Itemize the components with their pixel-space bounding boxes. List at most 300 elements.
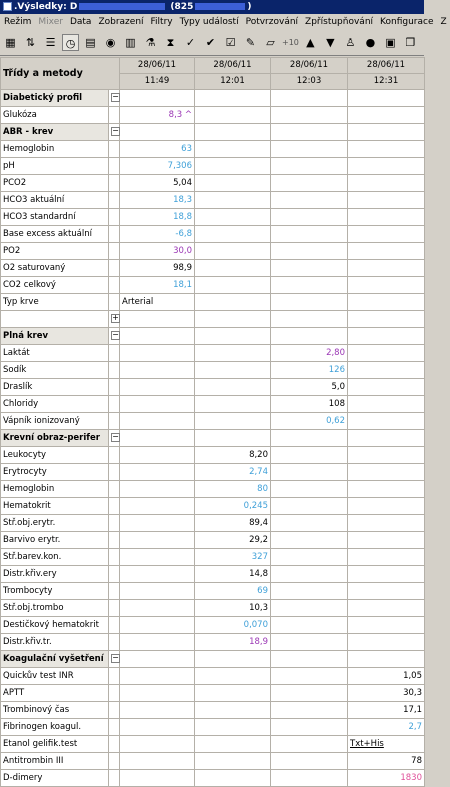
value-cell[interactable]: [271, 634, 348, 651]
value-cell[interactable]: [348, 566, 425, 583]
value-cell[interactable]: [271, 192, 348, 209]
value-cell[interactable]: [120, 702, 195, 719]
method-label[interactable]: Hemoglobin: [1, 481, 109, 498]
method-label[interactable]: Base excess aktuální: [1, 226, 109, 243]
value-cell[interactable]: [271, 141, 348, 158]
value-cell[interactable]: [271, 447, 348, 464]
value-cell[interactable]: [348, 294, 425, 311]
value-cell[interactable]: [195, 770, 271, 787]
value-cell[interactable]: [120, 566, 195, 583]
value-cell[interactable]: [271, 158, 348, 175]
value-cell[interactable]: Txt+His: [348, 736, 425, 753]
empty-label-cell: [1, 311, 109, 328]
value-cell[interactable]: [348, 379, 425, 396]
value-cell[interactable]: [271, 209, 348, 226]
collapse-icon[interactable]: −: [112, 652, 119, 662]
value-cell[interactable]: 8,20: [195, 447, 271, 464]
value-cell[interactable]: [271, 107, 348, 124]
result-row-draslik: [1, 379, 425, 396]
collapse-icon[interactable]: −: [112, 329, 119, 339]
value-cell[interactable]: [348, 617, 425, 634]
method-label[interactable]: Hemoglobin: [1, 141, 109, 158]
result-row-fibrinogen-koagul: [1, 719, 425, 736]
collapse-icon[interactable]: −: [112, 125, 119, 135]
value-cell[interactable]: [348, 498, 425, 515]
spacer-cell: [109, 753, 120, 770]
value-cell[interactable]: 98,9: [120, 260, 195, 277]
spacer-cell: [109, 175, 120, 192]
method-label[interactable]: Typ krve: [1, 294, 109, 311]
method-label[interactable]: Etanol gelifik.test: [1, 736, 109, 753]
group-cell: [120, 430, 195, 447]
menu-item[interactable]: Filtry: [150, 17, 173, 27]
result-row-str-obj-erytr: [1, 515, 425, 532]
method-label[interactable]: Trombinový čas: [1, 702, 109, 719]
collapse-toggle[interactable]: [109, 430, 120, 447]
value-cell[interactable]: [120, 736, 195, 753]
spacer-cell: [109, 770, 120, 787]
value-cell[interactable]: [195, 702, 271, 719]
pencil-icon[interactable]: ✎: [245, 36, 256, 49]
column-date-1[interactable]: 28/06/11: [120, 58, 195, 74]
value-cell[interactable]: [195, 209, 271, 226]
value-cell[interactable]: [271, 668, 348, 685]
method-label[interactable]: Stř.obj.erytr.: [1, 515, 109, 532]
hourglass-icon[interactable]: ⧗: [166, 36, 175, 49]
value-cell[interactable]: [120, 396, 195, 413]
spacer-cell: [109, 668, 120, 685]
result-row-d-dimery: [1, 770, 425, 787]
method-label[interactable]: Leukocyty: [1, 447, 109, 464]
value-cell[interactable]: 126: [271, 362, 348, 379]
spacer-cell: [109, 634, 120, 651]
value-cell[interactable]: [120, 668, 195, 685]
result-row-hco3-standardni: [1, 209, 425, 226]
method-label[interactable]: Hematokrit: [1, 498, 109, 515]
value-cell[interactable]: [271, 294, 348, 311]
value-cell[interactable]: [271, 515, 348, 532]
filter-icon[interactable]: ☰: [45, 36, 56, 49]
value-cell[interactable]: 78: [348, 753, 425, 770]
value-cell[interactable]: [195, 413, 271, 430]
method-label[interactable]: HCO3 aktuální: [1, 192, 109, 209]
menu-item[interactable]: Zpřístupňování: [305, 17, 374, 27]
value-cell[interactable]: [120, 583, 195, 600]
value-cell[interactable]: [348, 158, 425, 175]
value-cell[interactable]: [120, 532, 195, 549]
method-label[interactable]: PCO2: [1, 175, 109, 192]
value-cell[interactable]: 14,8: [195, 566, 271, 583]
value-cell[interactable]: [348, 634, 425, 651]
result-row-distr-kriv-tr: [1, 634, 425, 651]
collapse-icon[interactable]: −: [112, 431, 119, 441]
value-cell[interactable]: 0,245: [195, 498, 271, 515]
value-cell[interactable]: [195, 226, 271, 243]
group-cell: [348, 90, 425, 107]
value-cell[interactable]: [195, 260, 271, 277]
value-cell[interactable]: 17,1: [348, 702, 425, 719]
flask-icon[interactable]: ⚗: [145, 36, 156, 49]
value-cell[interactable]: 2,7: [348, 719, 425, 736]
value-cell[interactable]: [271, 532, 348, 549]
record-icon[interactable]: ●: [365, 36, 376, 49]
column-time-4[interactable]: 12:31: [348, 74, 425, 90]
column-date-4[interactable]: 28/06/11: [348, 58, 425, 74]
result-row-sodik: [1, 362, 425, 379]
result-row-hemoglobin: [1, 141, 425, 158]
value-cell[interactable]: 80: [195, 481, 271, 498]
method-label[interactable]: Distr.křiv.ery: [1, 566, 109, 583]
method-label[interactable]: Quickův test INR: [1, 668, 109, 685]
value-cell[interactable]: [271, 617, 348, 634]
value-cell[interactable]: [348, 583, 425, 600]
value-cell[interactable]: [120, 719, 195, 736]
value-cell[interactable]: [348, 243, 425, 260]
value-cell[interactable]: [120, 447, 195, 464]
check-flag-icon[interactable]: ✓: [185, 36, 196, 49]
value-cell[interactable]: [271, 753, 348, 770]
arrow-up-icon[interactable]: ▲: [306, 36, 315, 49]
value-cell[interactable]: 0,62: [271, 413, 348, 430]
value-cell[interactable]: [120, 379, 195, 396]
result-row-base-excess-aktualni: [1, 226, 425, 243]
value-cell[interactable]: [195, 685, 271, 702]
value-cell[interactable]: [120, 753, 195, 770]
spacer-cell: [109, 277, 120, 294]
menu-item[interactable]: Z: [440, 17, 447, 27]
spacer-cell: [109, 260, 120, 277]
document-icon[interactable]: ▤: [85, 36, 96, 49]
redacted-patient-id: [195, 3, 245, 10]
value-cell[interactable]: 29,2: [195, 532, 271, 549]
value-cell[interactable]: [348, 141, 425, 158]
value-cell[interactable]: [120, 685, 195, 702]
menu-item[interactable]: Zobrazení: [98, 17, 144, 27]
value-cell[interactable]: [348, 192, 425, 209]
group-cell: [120, 124, 195, 141]
spacer-cell: [109, 379, 120, 396]
title-bar: [0, 0, 424, 14]
result-row-glukoza: [1, 107, 425, 124]
method-label[interactable]: pH: [1, 158, 109, 175]
group-cell: [195, 651, 271, 668]
value-cell[interactable]: [271, 770, 348, 787]
value-cell[interactable]: [348, 209, 425, 226]
value-cell[interactable]: [348, 481, 425, 498]
result-row-antitrombin-iii: [1, 753, 425, 770]
method-label[interactable]: Chloridy: [1, 396, 109, 413]
value-cell[interactable]: 327: [195, 549, 271, 566]
value-cell[interactable]: [195, 345, 271, 362]
value-cell[interactable]: 30,0: [120, 243, 195, 260]
value-cell[interactable]: 1830: [348, 770, 425, 787]
result-row-trombinovy-cas: [1, 702, 425, 719]
spacer-cell: [109, 141, 120, 158]
value-cell[interactable]: 69: [195, 583, 271, 600]
value-cell[interactable]: [195, 379, 271, 396]
menu-item[interactable]: Data: [69, 17, 92, 27]
menu-item[interactable]: Konfigurace: [380, 17, 434, 27]
method-label[interactable]: CO2 celkový: [1, 277, 109, 294]
result-row-str-obj-trombo: [1, 600, 425, 617]
classes-methods-header[interactable]: Třídy a metody: [1, 58, 120, 90]
calendar-icon[interactable]: ▣: [385, 36, 396, 49]
spacer-cell: [109, 481, 120, 498]
value-cell[interactable]: [120, 549, 195, 566]
spacer-cell: [109, 345, 120, 362]
method-label[interactable]: Destičkový hematokrit: [1, 617, 109, 634]
group-cell: [271, 651, 348, 668]
value-cell[interactable]: [271, 226, 348, 243]
method-label[interactable]: Erytrocyty: [1, 464, 109, 481]
value-cell[interactable]: [120, 617, 195, 634]
value-cell[interactable]: [120, 481, 195, 498]
method-label[interactable]: Fibrinogen koagul.: [1, 719, 109, 736]
value-cell[interactable]: [271, 243, 348, 260]
value-cell[interactable]: [195, 396, 271, 413]
grid-icon[interactable]: ▦: [5, 36, 16, 49]
column-time-1[interactable]: 11:49: [120, 74, 195, 90]
method-label[interactable]: Glukóza: [1, 107, 109, 124]
value-cell[interactable]: [348, 464, 425, 481]
column-date-2[interactable]: 28/06/11: [195, 58, 271, 74]
value-cell[interactable]: [271, 464, 348, 481]
value-cell[interactable]: [348, 600, 425, 617]
person-icon[interactable]: ♙: [345, 36, 356, 49]
spacer-cell: [109, 583, 120, 600]
spacer-cell: [109, 447, 120, 464]
expand-toggle[interactable]: [109, 311, 120, 328]
value-cell[interactable]: [120, 413, 195, 430]
spacer-cell: [109, 413, 120, 430]
value-cell[interactable]: [348, 362, 425, 379]
value-cell[interactable]: [348, 413, 425, 430]
value-cell[interactable]: [271, 719, 348, 736]
collapse-toggle[interactable]: [109, 651, 120, 668]
method-label[interactable]: Barvivo erytr.: [1, 532, 109, 549]
value-cell[interactable]: [195, 158, 271, 175]
collapse-icon[interactable]: −: [112, 91, 119, 101]
value-cell[interactable]: [271, 685, 348, 702]
value-cell[interactable]: [195, 107, 271, 124]
window-title-end: ): [247, 2, 252, 12]
collapse-toggle[interactable]: [109, 124, 120, 141]
value-cell[interactable]: Arterial: [120, 294, 195, 311]
collapse-toggle[interactable]: [109, 90, 120, 107]
value-cell[interactable]: -6,8: [120, 226, 195, 243]
chart-icon[interactable]: ▥: [125, 36, 136, 49]
value-cell[interactable]: [120, 498, 195, 515]
value-cell[interactable]: [271, 600, 348, 617]
redacted-patient-name: [79, 3, 165, 10]
value-cell[interactable]: 18,9: [195, 634, 271, 651]
method-label[interactable]: PO2: [1, 243, 109, 260]
group-row-krevni-obraz-perifer: [1, 430, 425, 447]
value-cell[interactable]: [195, 175, 271, 192]
result-row-chloridy: [1, 396, 425, 413]
value-cell[interactable]: [120, 600, 195, 617]
value-cell[interactable]: [195, 362, 271, 379]
value-cell[interactable]: [271, 583, 348, 600]
value-cell[interactable]: [348, 532, 425, 549]
value-cell[interactable]: [271, 277, 348, 294]
value-cell[interactable]: [348, 549, 425, 566]
window-icon[interactable]: ❐: [405, 36, 416, 49]
column-time-3[interactable]: 12:03: [271, 74, 348, 90]
info-icon[interactable]: ◉: [105, 36, 116, 49]
value-cell[interactable]: 18,3: [120, 192, 195, 209]
spacer-cell: [109, 158, 120, 175]
spacer-cell: [109, 532, 120, 549]
value-cell[interactable]: [348, 515, 425, 532]
expand-icon[interactable]: +: [112, 312, 119, 322]
result-row-pco2: [1, 175, 425, 192]
spacer-cell: [109, 600, 120, 617]
value-cell[interactable]: 18,8: [120, 209, 195, 226]
spacer-cell: [109, 294, 120, 311]
clock-icon[interactable]: ◷: [62, 34, 79, 51]
value-cell[interactable]: [120, 362, 195, 379]
value-cell[interactable]: [195, 141, 271, 158]
menu-item[interactable]: Mixer: [38, 17, 63, 27]
value-cell[interactable]: [271, 549, 348, 566]
step-plus-ten-button[interactable]: +10: [282, 38, 299, 47]
menu-item[interactable]: Potvrzování: [245, 17, 299, 27]
results-grid: [0, 57, 424, 787]
value-cell[interactable]: [195, 668, 271, 685]
method-label[interactable]: Laktát: [1, 345, 109, 362]
menu-item[interactable]: Režim: [4, 17, 32, 27]
value-cell[interactable]: 5,0: [271, 379, 348, 396]
value-cell[interactable]: [348, 175, 425, 192]
value-cell[interactable]: 1,05: [348, 668, 425, 685]
value-cell[interactable]: 8,3 ^: [120, 107, 195, 124]
value-cell[interactable]: [271, 175, 348, 192]
value-cell[interactable]: [348, 447, 425, 464]
value-cell[interactable]: [271, 498, 348, 515]
value-cell[interactable]: 89,4: [195, 515, 271, 532]
value-cell[interactable]: [348, 226, 425, 243]
value-cell[interactable]: 5,04: [120, 175, 195, 192]
group-cell: [348, 328, 425, 345]
value-cell[interactable]: [195, 719, 271, 736]
spacer-cell: [109, 549, 120, 566]
group-label: ABR - krev: [1, 124, 109, 141]
column-date-3[interactable]: 28/06/11: [271, 58, 348, 74]
method-label[interactable]: Stř.obj.trombo: [1, 600, 109, 617]
group-cell: [348, 430, 425, 447]
value-cell[interactable]: [195, 294, 271, 311]
result-row-o2-saturovany: [1, 260, 425, 277]
method-label[interactable]: HCO3 standardní: [1, 209, 109, 226]
spacer-cell: [109, 464, 120, 481]
result-row-laktat: [1, 345, 425, 362]
group-label: Koagulační vyšetření: [1, 651, 109, 668]
value-cell[interactable]: [120, 634, 195, 651]
value-cell[interactable]: [120, 345, 195, 362]
method-label[interactable]: Sodík: [1, 362, 109, 379]
value-cell[interactable]: [348, 277, 425, 294]
value-cell[interactable]: [195, 192, 271, 209]
method-label[interactable]: Trombocyty: [1, 583, 109, 600]
collapse-toggle[interactable]: [109, 328, 120, 345]
value-cell[interactable]: [195, 243, 271, 260]
menu-bar: [0, 14, 447, 30]
spacer-cell: [109, 685, 120, 702]
value-cell[interactable]: 2,74: [195, 464, 271, 481]
method-label[interactable]: APTT: [1, 685, 109, 702]
method-label[interactable]: Distr.křiv.tr.: [1, 634, 109, 651]
result-row-barvivo-erytr: [1, 532, 425, 549]
result-row-hco3-aktualni: [1, 192, 425, 209]
value-cell[interactable]: [348, 260, 425, 277]
value-cell[interactable]: [271, 736, 348, 753]
value-cell[interactable]: 0,070: [195, 617, 271, 634]
column-time-2[interactable]: 12:01: [195, 74, 271, 90]
check-box-icon[interactable]: ☑: [225, 36, 236, 49]
value-cell[interactable]: [271, 566, 348, 583]
value-cell[interactable]: 2,80: [271, 345, 348, 362]
value-cell[interactable]: [120, 464, 195, 481]
eraser-icon[interactable]: ▱: [266, 36, 275, 49]
value-cell[interactable]: [195, 277, 271, 294]
value-cell[interactable]: 30,3: [348, 685, 425, 702]
value-cell[interactable]: [271, 702, 348, 719]
arrow-down-icon[interactable]: ▼: [326, 36, 335, 49]
value-cell[interactable]: [120, 770, 195, 787]
spacer-cell: [109, 702, 120, 719]
check-mark-icon[interactable]: ✔: [205, 36, 216, 49]
value-cell[interactable]: [195, 736, 271, 753]
method-label[interactable]: D-dimery: [1, 770, 109, 787]
value-cell[interactable]: [271, 260, 348, 277]
value-cell[interactable]: [271, 481, 348, 498]
method-label[interactable]: Vápník ionizovaný: [1, 413, 109, 430]
group-label: Krevní obraz-perifer: [1, 430, 109, 447]
result-row-quickuv-test-inr: [1, 668, 425, 685]
method-label[interactable]: Antitrombin III: [1, 753, 109, 770]
value-cell[interactable]: 10,3: [195, 600, 271, 617]
result-row-hemoglobin: [1, 481, 425, 498]
empty-cell: [120, 311, 195, 328]
result-row-distr-kriv-ery: [1, 566, 425, 583]
value-cell[interactable]: [120, 515, 195, 532]
menu-item[interactable]: Typy událostí: [179, 17, 239, 27]
value-cell[interactable]: 108: [271, 396, 348, 413]
group-row-plna-krev: [1, 328, 425, 345]
toolbar: [0, 30, 424, 56]
value-cell[interactable]: [348, 107, 425, 124]
result-row-aptt: [1, 685, 425, 702]
group-cell: [271, 328, 348, 345]
method-label[interactable]: Stř.barev.kon.: [1, 549, 109, 566]
result-row-trombocyty: [1, 583, 425, 600]
value-cell[interactable]: [348, 396, 425, 413]
value-cell[interactable]: 63: [120, 141, 195, 158]
value-cell[interactable]: [348, 345, 425, 362]
value-cell[interactable]: [195, 753, 271, 770]
spacer-cell: [109, 719, 120, 736]
spacer-cell: [109, 243, 120, 260]
spacer-cell: [109, 566, 120, 583]
header-row-dates: [1, 58, 425, 74]
method-label[interactable]: Draslík: [1, 379, 109, 396]
value-cell[interactable]: 18,1: [120, 277, 195, 294]
method-label[interactable]: O2 saturovaný: [1, 260, 109, 277]
sort-icon[interactable]: ⇅: [25, 36, 36, 49]
group-cell: [348, 651, 425, 668]
value-cell[interactable]: 7,306: [120, 158, 195, 175]
